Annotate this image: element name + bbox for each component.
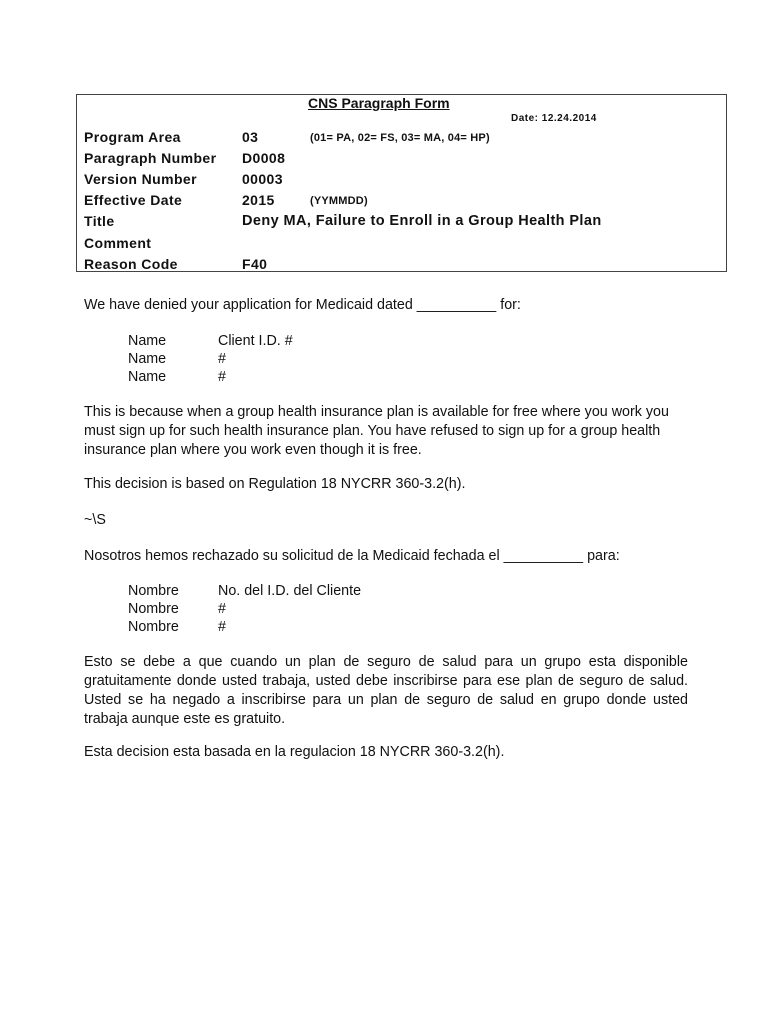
field-label: Version Number xyxy=(84,171,197,187)
field-value: 00003 xyxy=(242,171,283,187)
name-value: Client I.D. # xyxy=(218,333,293,349)
field-note: (01= PA, 02= FS, 03= MA, 04= HP) xyxy=(310,132,490,144)
name-value: # xyxy=(218,619,226,635)
name-value: No. del I.D. del Cliente xyxy=(218,583,362,599)
form-title: CNS Paragraph Form xyxy=(308,95,450,111)
field-value: F40 xyxy=(242,256,268,272)
field-label: Comment xyxy=(84,235,152,251)
english-reason: This is because when a group health insurance plan is available for free where you work you must sign up for such health insurance plan. You have refused to sign up for a group health insurance plan where you work even though it is free. xyxy=(84,404,669,458)
spanish-intro: Nosotros hemos rechazado su solicitud de la Medicaid fechada el __________ para: xyxy=(84,548,620,564)
spanish-reason: Esto se debe a que cuando un plan de seguro de salud para un grupo esta disponible gratuitamente donde usted trabaja, usted debe inscribirse para ese plan de seguro de salud. Usted se ha negado a inscribirse para un plan de seguro de salud en grupo donde usted trabaja aunque este es gratuito. xyxy=(84,654,688,727)
field-value: Deny MA, Failure to Enroll in a Group Health Plan xyxy=(242,213,602,229)
field-value: 03 xyxy=(242,129,259,145)
english-intro: We have denied your application for Medicaid dated __________ for: xyxy=(84,297,521,313)
name-value: # xyxy=(218,601,226,617)
name-value: # xyxy=(218,369,226,385)
field-note: (YYMMDD) xyxy=(310,195,368,207)
name-label: Name xyxy=(128,369,167,385)
field-value: D0008 xyxy=(242,150,286,166)
field-value: 2015 xyxy=(242,192,275,208)
field-label: Title xyxy=(84,213,115,229)
name-label: Nombre xyxy=(128,601,179,617)
name-value: # xyxy=(218,351,226,367)
field-label: Reason Code xyxy=(84,256,178,272)
english-regulation: This decision is based on Regulation 18 NYCRR 360-3.2(h). xyxy=(84,476,466,492)
spanish-regulation: Esta decision esta basada en la regulacion 18 NYCRR 360-3.2(h). xyxy=(84,744,505,760)
section-separator: ~\S xyxy=(84,512,106,528)
name-label: Name xyxy=(128,333,167,349)
name-label: Name xyxy=(128,351,167,367)
name-label: Nombre xyxy=(128,583,179,599)
name-label: Nombre xyxy=(128,619,179,635)
form-date: Date: 12.24.2014 xyxy=(511,113,597,124)
field-label: Paragraph Number xyxy=(84,150,217,166)
field-label: Effective Date xyxy=(84,192,183,208)
field-label: Program Area xyxy=(84,129,181,145)
